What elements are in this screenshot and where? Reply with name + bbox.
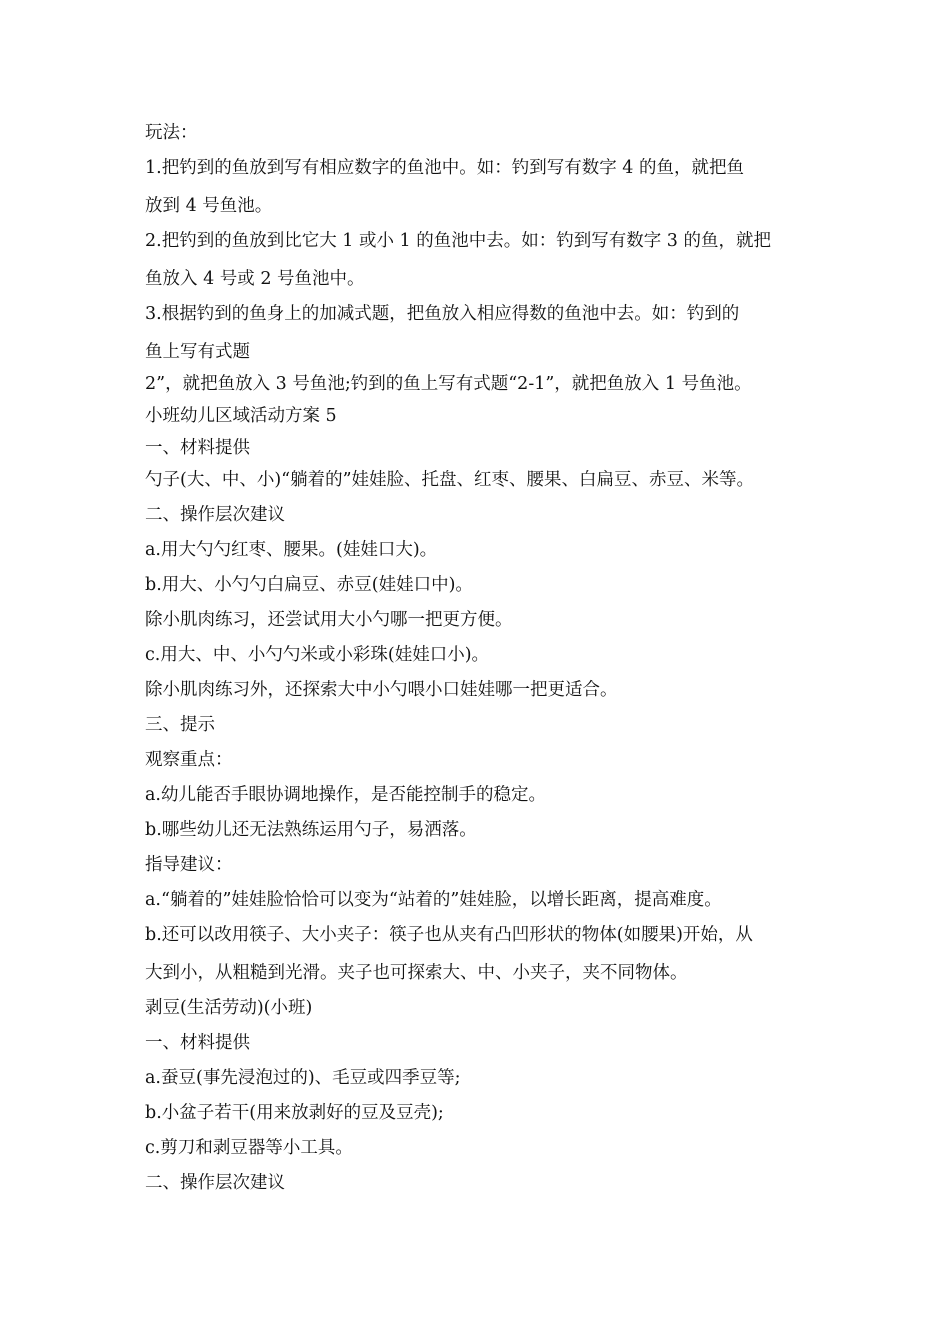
text-line: c.剪刀和剥豆器等小工具。	[145, 1138, 353, 1158]
text-line: 勺子(大、中、小)“躺着的”娃娃脸、托盘、红枣、腰果、白扁豆、赤豆、米等。	[145, 470, 755, 490]
text-line: b.用大、小勺勺白扁豆、赤豆(娃娃口中)。	[145, 575, 473, 595]
text-line: 指导建议：	[145, 855, 233, 875]
text-line: 鱼放入 4 号或 2 号鱼池中。	[145, 269, 365, 289]
section-heading: 一、材料提供	[145, 1033, 250, 1053]
document-body	[145, 121, 815, 1206]
text-line: 2”，就把鱼放入 3 号鱼池;钓到的鱼上写有式题“2-1”，就把鱼放入 1 号鱼池。	[145, 374, 752, 394]
section-heading: 一、材料提供	[145, 438, 250, 458]
text-line: b.还可以改用筷子、大小夹子：筷子也从夹有凸凹形状的物体(如腰果)开始，从	[145, 925, 753, 945]
text-line: 3.根据钓到的鱼身上的加减式题，把鱼放入相应得数的鱼池中去。如：钓到的	[145, 304, 740, 324]
section-title: 剥豆(生活劳动)(小班)	[145, 998, 313, 1018]
section-heading: 二、操作层次建议	[145, 505, 285, 525]
text-line: 玩法：	[145, 123, 198, 143]
text-line: b.小盆子若干(用来放剥好的豆及豆壳);	[145, 1103, 444, 1123]
text-line: 1.把钓到的鱼放到写有相应数字的鱼池中。如：钓到写有数字 4 的鱼，就把鱼	[145, 158, 744, 178]
text-line: c.用大、中、小勺勺米或小彩珠(娃娃口小)。	[145, 645, 490, 665]
text-line: b.哪些幼儿还无法熟练运用勺子，易洒落。	[145, 820, 477, 840]
text-line: 除小肌肉练习，还尝试用大小勺哪一把更方便。	[145, 610, 513, 630]
text-line: 除小肌肉练习外，还探索大中小勺喂小口娃娃哪一把更适合。	[145, 680, 618, 700]
text-line: a.幼儿能否手眼协调地操作，是否能控制手的稳定。	[145, 785, 546, 805]
text-line: a.用大勺勺红枣、腰果。(娃娃口大)。	[145, 540, 438, 560]
section-title: 小班幼儿区域活动方案 5	[145, 406, 337, 426]
text-line: 大到小，从粗糙到光滑。夹子也可探索大、中、小夹子，夹不同物体。	[145, 963, 688, 983]
text-line: 观察重点：	[145, 750, 233, 770]
text-line: 2.把钓到的鱼放到比它大 1 或小 1 的鱼池中去。如：钓到写有数字 3 的鱼，就把	[145, 231, 771, 251]
text-line: 放到 4 号鱼池。	[145, 196, 273, 216]
text-line: 鱼上写有式题	[145, 342, 250, 362]
section-heading: 三、提示	[145, 715, 215, 735]
text-line: a.“躺着的”娃娃脸恰恰可以变为“站着的”娃娃脸，以增长距离，提高难度。	[145, 890, 722, 910]
section-heading: 二、操作层次建议	[145, 1173, 285, 1193]
text-line: a.蚕豆(事先浸泡过的)、毛豆或四季豆等;	[145, 1068, 461, 1088]
